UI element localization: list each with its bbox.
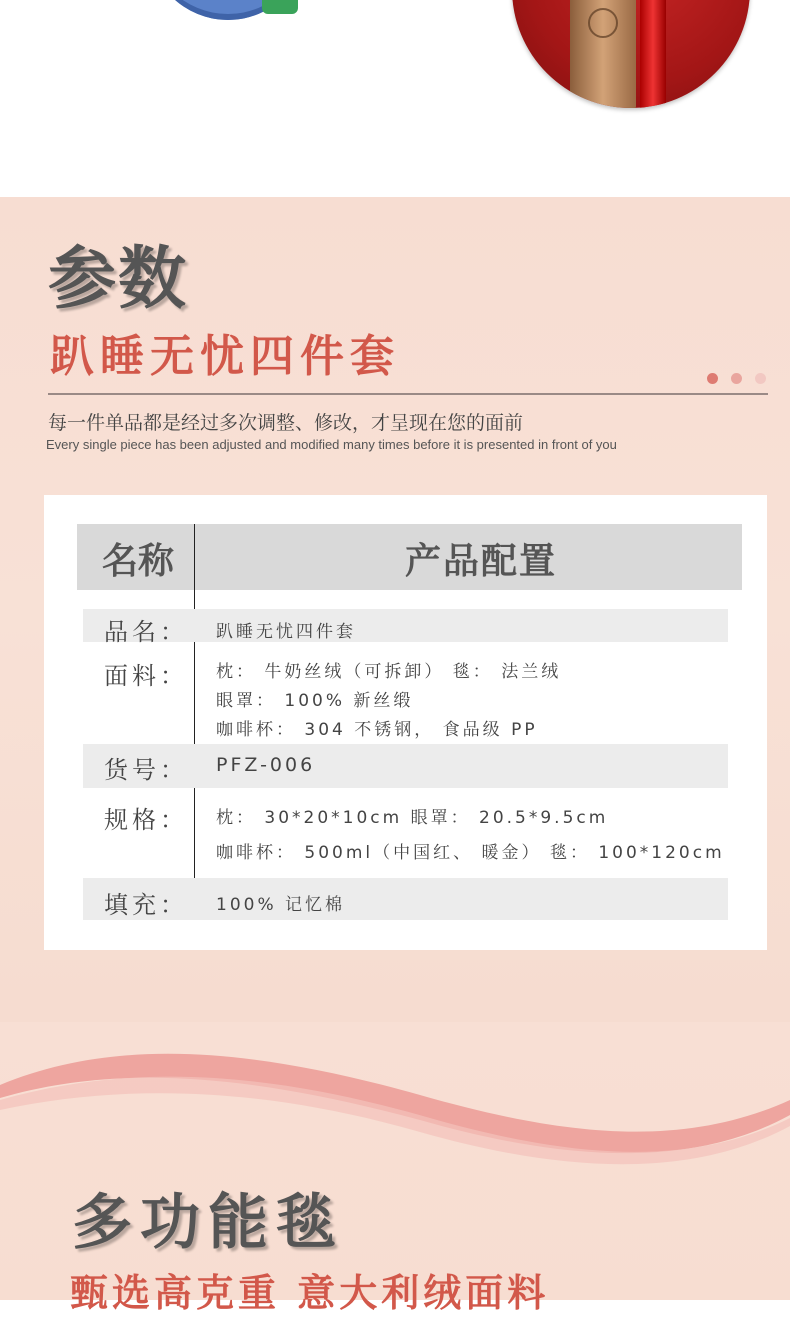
row-value: 趴睡无忧四件套 (216, 622, 356, 642)
cup-logo-icon (588, 8, 618, 38)
row-value: 咖啡杯： 304 不锈钢， 食品级 PP (216, 720, 538, 740)
params-title: 参数 (48, 240, 189, 319)
row-label: 规格： (104, 806, 188, 834)
row-label: 品名： (104, 618, 188, 646)
dot-indicator (707, 373, 718, 384)
row-label: 货号： (104, 756, 188, 784)
description-en: Every single piece has been adjusted and modified many times before it is presented in front of you (46, 437, 617, 452)
blanket-title: 多功能毯 (72, 1188, 344, 1258)
row-value: 咖啡杯： 500ml（中国红、 暖金） 毯： 100*120cm (216, 843, 725, 863)
description-cn: 每一件单品都是经过多次调整、修改，才呈现在您的面前 (48, 412, 524, 434)
dot-indicator (755, 373, 766, 384)
row-label: 填充： (104, 891, 188, 919)
blanket-subtitle: 甄选高克重 意大利绒面料 (70, 1271, 550, 1315)
divider-line (48, 393, 768, 395)
row-value: 枕： 牛奶丝绒（可拆卸） 毯： 法兰绒 (216, 662, 562, 682)
green-tag-image (262, 0, 298, 14)
header-name: 名称 (102, 540, 175, 582)
row-value: 枕： 30*20*10cm 眼罩： 20.5*9.5cm (216, 808, 609, 828)
row-value: 100% 记忆棉 (216, 895, 346, 915)
red-cup-shape (640, 0, 666, 108)
header-config: 产品配置 (405, 540, 558, 582)
dot-indicator (731, 373, 742, 384)
row-value: 眼罩： 100% 新丝缎 (216, 691, 414, 711)
product-images-strip (0, 0, 790, 197)
row-label: 面料： (104, 662, 188, 690)
params-subtitle: 趴睡无忧四件套 (50, 331, 400, 382)
row-value: PFZ-006 (216, 754, 316, 776)
decorative-wave (0, 1040, 790, 1180)
column-divider (194, 524, 195, 920)
coffee-cup-image (512, 0, 750, 108)
